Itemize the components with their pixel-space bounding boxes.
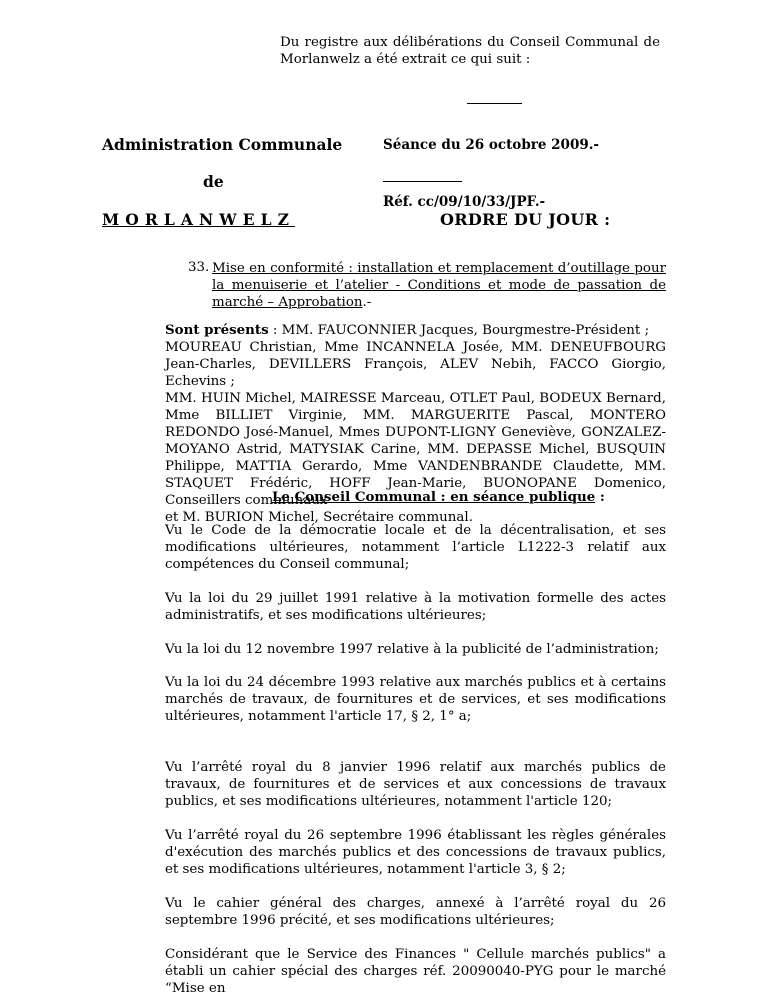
agenda-item-suffix: .- — [362, 295, 372, 310]
considerant-paragraph: Vu le cahier général des charges, annexé à l’arrêté royal du 26 septembre 1996 précité, et ses modifications ultérieures; — [165, 896, 666, 928]
reference-number: Réf. cc/09/10/33/JPF.- — [383, 194, 546, 210]
agenda-item-title — [212, 260, 666, 311]
considerant-paragraph: Vu l’arrêté royal du 8 janvier 1996 relatif aux marchés publics de travaux, de fournitures et de services et aux concessions de travaux publics, et ses modifications ultérieures, notamment l'article 120; — [165, 760, 666, 809]
administration-title: Administration Communale — [102, 135, 343, 154]
considerant-paragraph: Vu la loi du 24 décembre 1993 relative aux marchés publics et à certains marchés de travaux, de fournitures et de services, et ses modifications ultérieures, notamment l'article 17, § 2, 1° a; — [165, 675, 666, 724]
attendance-echevins: MOUREAU Christian, Mme INCANNELA Josée, MM. DENEUFBOURG Jean-Charles, DEVILLERS François, ALEV Nebih, FACCO Giorgio, Echevins ; — [165, 340, 666, 389]
agenda-item-number: 33. — [188, 260, 210, 275]
considerant-paragraph: Vu la loi du 12 novembre 1997 relative à la publicité de l’administration; — [165, 642, 659, 657]
meeting-divider — [383, 181, 462, 182]
attendance-secretary: et M. BURION Michel, Secrétaire communal. — [165, 510, 473, 525]
attendance-president: : MM. FAUCONNIER Jacques, Bourgmestre-Président ; — [268, 323, 650, 338]
considerant-paragraph: Vu la loi du 29 juillet 1991 relative à la motivation formelle des actes administratifs, et ses modifications ultérieures; — [165, 591, 666, 623]
agenda-heading: ORDRE DU JOUR : — [440, 210, 611, 229]
considerant-paragraph: Considérant que le Service des Finances " Cellule marchés publics" a établi un cahier spécial des charges réf. 20090040-PYG pour le marché “Mise en — [165, 947, 666, 996]
extract-divider — [467, 103, 522, 104]
council-heading-text: Le Conseil Communal : en séance publique — [272, 489, 596, 505]
attendance-label: Sont présents — [165, 322, 269, 338]
agenda-item-title-text: Mise en conformité : installation et remplacement d’outillage pour la menuiserie et l’atelier - Conditions et mode de passation de marché – Approbation — [212, 261, 666, 310]
council-heading-suffix: : — [595, 489, 605, 505]
considerant-paragraph: Vu l’arrêté royal du 26 septembre 1996 établissant les règles générales d'exécution des marchés publics et des concessions de travaux publics, et ses modifications ultérieures, notamment l'article 3, § 2; — [165, 828, 666, 877]
administration-city: MORLANWELZ — [102, 210, 296, 229]
considerant-paragraph: Vu le Code de la démocratie locale et de la décentralisation, et ses modifications ultérieures, notamment l’article L1222-3 relatif aux compétences du Conseil communal; — [165, 523, 666, 572]
administration-de: de — [203, 172, 224, 191]
council-heading — [272, 489, 605, 505]
meeting-date: Séance du 26 octobre 2009.- — [383, 137, 600, 153]
attendance-councillors: MM. HUIN Michel, MAIRESSE Marceau, OTLET Paul, BODEUX Bernard, Mme BILLIET Virginie, MM. MARGUERITE Pascal, MONTERO REDONDO José-Manuel, Mmes DUPONT-LIGNY Geneviève, GONZALEZ-MOYANO Astrid, MATYSIAK Carine, MM. DEPASSE Michel, BUSQUIN Philippe, MATTIA Gerardo, Mme VANDENBRANDE Claudette, MM. STAQUET Frédéric, HOFF Jean-Marie, BUONOPANE Domenico, Conseillers communaux — [165, 391, 666, 508]
extract-statement: Du registre aux délibérations du Conseil Communal de Morlanwelz a été extrait ce qui suit : — [280, 35, 660, 67]
attendance-line — [165, 322, 666, 339]
